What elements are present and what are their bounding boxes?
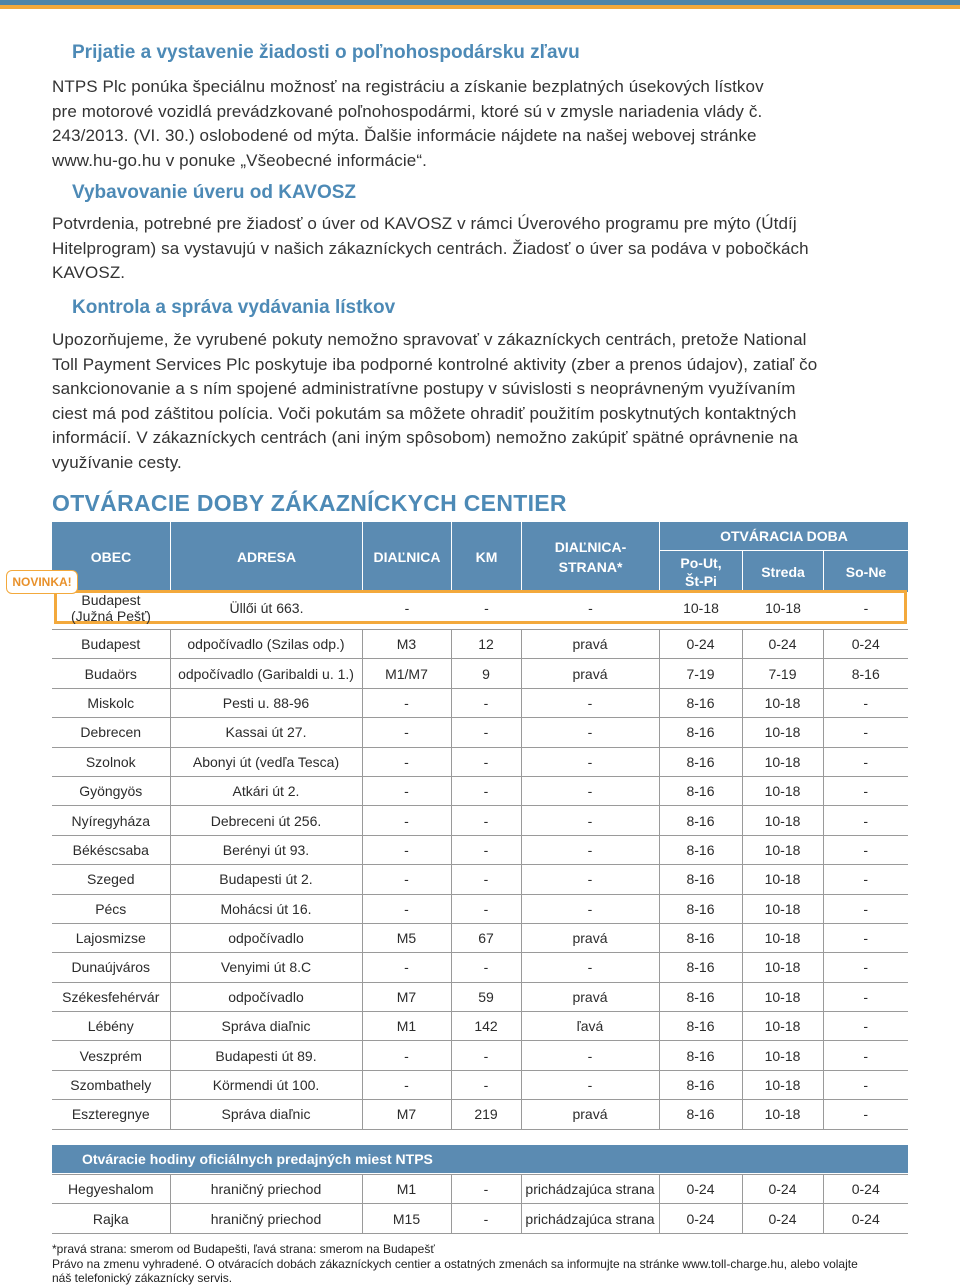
cell-dialnica: -: [362, 718, 451, 747]
section-heading-ticket-control: Kontrola a správa vydávania lístkov: [72, 297, 396, 318]
cell-po-ut: 8-16: [659, 688, 742, 717]
cell-strana: -: [521, 1041, 659, 1070]
cell-km: -: [451, 1041, 521, 1070]
cell-streda: 7-19: [742, 659, 823, 688]
cell-strana: ľavá: [521, 1012, 659, 1041]
new-row-obec: [52, 591, 170, 625]
cell-streda: 0-24: [742, 630, 823, 659]
footnote-rights-cont: náš telefonický zákaznícky servis.: [52, 1271, 233, 1285]
opening-hours-table: [52, 629, 908, 1130]
cell-strana: -: [521, 953, 659, 982]
new-row-km: -: [484, 600, 489, 616]
cell-po-ut: 0-24: [659, 1175, 742, 1204]
cell-so-ne: -: [823, 718, 908, 747]
cell-so-ne: -: [823, 1100, 908, 1129]
text-line: Potvrdenia, potrebné pre žiadosť o úver od KAVOSZ v rámci Úverového programu pre mýto (Útdíj: [52, 214, 797, 233]
cell-so-ne: -: [823, 923, 908, 952]
cell-obec: Debrecen: [52, 718, 170, 747]
text-line: informácií. V zákazníckych centrách (ani iným spôsobom) nemožno zakúpiť spätné oprávnenie na: [52, 428, 799, 447]
col-header-strana-line2: STRANA*: [558, 559, 623, 575]
cell-adresa: Pesti u. 88-96: [170, 688, 362, 717]
table-row: [52, 776, 908, 805]
text-line: Hitelprogram) sa vystavujú v našich zákazníckych centrách. Žiadosť o úver sa podáva v pobočkách: [52, 238, 809, 258]
cell-km: 59: [451, 982, 521, 1011]
cell-streda: 10-18: [742, 747, 823, 776]
cell-dialnica: M15: [362, 1204, 451, 1233]
cell-strana: -: [521, 747, 659, 776]
cell-so-ne: -: [823, 894, 908, 923]
cell-strana: pravá: [521, 982, 659, 1011]
cell-km: -: [451, 1175, 521, 1204]
cell-obec: Miskolc: [52, 688, 170, 717]
cell-adresa: odpočívadlo (Szilas odp.): [170, 630, 362, 659]
cell-po-ut: 8-16: [659, 1070, 742, 1099]
col-header-km: KM: [475, 549, 498, 565]
cell-po-ut: 8-16: [659, 718, 742, 747]
cell-adresa: hraničný priechod: [170, 1204, 362, 1233]
cell-streda: 10-18: [742, 1041, 823, 1070]
cell-adresa: Abonyi út (vedľa Tesca): [170, 747, 362, 776]
cell-obec: Lébény: [52, 1012, 170, 1041]
table-row: [52, 865, 908, 894]
cell-obec: Szolnok: [52, 747, 170, 776]
cell-obec: Hegyeshalom: [52, 1175, 170, 1204]
new-row-streda: 10-18: [765, 600, 801, 616]
table-row: [52, 1070, 908, 1099]
table-row: [52, 894, 908, 923]
col-header-streda: Streda: [761, 563, 805, 580]
new-row-so-ne: -: [863, 600, 869, 616]
cell-obec: Pécs: [52, 894, 170, 923]
text-line: Upozorňujeme, že vyrubené pokuty nemožno spravovať v zákazníckych centrách, pretože National: [52, 330, 807, 349]
footnote-rights: Právo na zmenu vyhradené. O otváracích dobách zákazníckych centier a ostatných zmenách sa informujte na stránke www.toll-charge.hu, alebo volajte: [52, 1257, 858, 1271]
cell-strana: -: [521, 1070, 659, 1099]
cell-po-ut: 8-16: [659, 982, 742, 1011]
col-header-adresa: ADRESA: [236, 549, 297, 565]
cell-dialnica: M1: [362, 1012, 451, 1041]
sales-point-row: [52, 1175, 908, 1204]
cell-km: -: [451, 1204, 521, 1233]
cell-dialnica: -: [362, 894, 451, 923]
cell-so-ne: -: [823, 806, 908, 835]
cell-so-ne: -: [823, 747, 908, 776]
cell-strana: -: [521, 718, 659, 747]
table-row: [52, 1012, 908, 1041]
cell-strana: prichádzajúca strana: [521, 1204, 659, 1233]
cell-po-ut: 8-16: [659, 1012, 742, 1041]
cell-adresa: Atkári út 2.: [170, 776, 362, 805]
cell-km: 9: [451, 659, 521, 688]
table-row: [52, 1041, 908, 1070]
cell-adresa: Venyimi út 8.C: [170, 953, 362, 982]
cell-so-ne: -: [823, 688, 908, 717]
col-header-so-ne: So-Ne: [845, 563, 887, 580]
cell-obec: Dunaújváros: [52, 953, 170, 982]
cell-po-ut: 8-16: [659, 1041, 742, 1070]
cell-obec: Szombathely: [52, 1070, 170, 1099]
col-header-strana-line1: DIAĽNICA-: [554, 539, 627, 555]
cell-obec: Veszprém: [52, 1041, 170, 1070]
new-row-adresa: Üllői út 663.: [229, 600, 304, 616]
text-line: 243/2013. (VI. 30.) oslobodené od mýta. Ďalšie informácie nájdete na našej webovej stránke: [52, 126, 757, 145]
cell-po-ut: 8-16: [659, 894, 742, 923]
cell-adresa: Budapesti út 89.: [170, 1041, 362, 1070]
cell-streda: 10-18: [742, 894, 823, 923]
cell-strana: pravá: [521, 630, 659, 659]
cell-po-ut: 8-16: [659, 747, 742, 776]
cell-streda: 10-18: [742, 688, 823, 717]
cell-obec: Budapest: [52, 630, 170, 659]
footnote-side-legend: *pravá strana: smerom od Budapešti, ľavá strana: smerom na Budapešť: [52, 1242, 435, 1256]
cell-dialnica: M3: [362, 630, 451, 659]
cell-so-ne: -: [823, 776, 908, 805]
table-row: [52, 835, 908, 864]
cell-obec: Békéscsaba: [52, 835, 170, 864]
cell-dialnica: -: [362, 776, 451, 805]
cell-dialnica: -: [362, 865, 451, 894]
cell-km: 12: [451, 630, 521, 659]
text-line: pre motorové vozidlá prevádzkované poľnohospodármi, ktoré sú v zmysle nariadenia vlády č.: [52, 101, 763, 121]
cell-km: -: [451, 1070, 521, 1099]
col-header-opening-hours: OTVÁRACIA DOBA: [720, 528, 848, 544]
cell-km: 219: [451, 1100, 521, 1129]
cell-po-ut: 8-16: [659, 835, 742, 864]
cell-dialnica: -: [362, 953, 451, 982]
table-row: [52, 718, 908, 747]
cell-obec: Székesfehérvár: [52, 982, 170, 1011]
cell-streda: 10-18: [742, 865, 823, 894]
cell-po-ut: 0-24: [659, 630, 742, 659]
new-row-dialnica: -: [404, 600, 410, 616]
cell-dialnica: M5: [362, 923, 451, 952]
table-row: [52, 982, 908, 1011]
cell-streda: 10-18: [742, 718, 823, 747]
cell-adresa: hraničný priechod: [170, 1175, 362, 1204]
cell-adresa: Körmendi út 100.: [170, 1070, 362, 1099]
cell-strana: prichádzajúca strana: [521, 1175, 659, 1204]
col-header-obec: OBEC: [90, 549, 132, 565]
top-orange-stripe: [0, 5, 960, 9]
cell-km: 67: [451, 923, 521, 952]
sales-points-table: [52, 1174, 908, 1234]
new-row-po-ut: 10-18: [683, 600, 719, 616]
cell-obec: Szeged: [52, 865, 170, 894]
cell-km: -: [451, 894, 521, 923]
table-row: [52, 953, 908, 982]
cell-obec: Eszteregnye: [52, 1100, 170, 1129]
cell-obec: Lajosmizse: [52, 923, 170, 952]
text-line: sankcionovanie a s ním spojené administratívne postupy v súvislosti s neoprávneným využívaním: [52, 379, 796, 398]
new-row-obec-line1: Budapest: [81, 592, 141, 608]
col-header-po-ut: [660, 551, 742, 592]
table-row: [52, 747, 908, 776]
text-line: www.hu-go.hu v ponuke „Všeobecné informácie“.: [52, 150, 427, 170]
section-kavosz-text: [52, 212, 910, 286]
cell-streda: 0-24: [742, 1175, 823, 1204]
cell-adresa: Debreceni út 256.: [170, 806, 362, 835]
section-ticket-control-text: [52, 328, 910, 475]
cell-adresa: Berényi út 93.: [170, 835, 362, 864]
cell-km: 142: [451, 1012, 521, 1041]
cell-dialnica: -: [362, 806, 451, 835]
section-heading-agri-discount: Prijatie a vystavenie žiadosti o poľnohospodársku zľavu: [72, 42, 580, 63]
cell-so-ne: 8-16: [823, 659, 908, 688]
table-row: [52, 630, 908, 659]
col-header-po-ut-line2: Št-Pi: [685, 572, 717, 589]
cell-po-ut: 8-16: [659, 776, 742, 805]
cell-obec: Gyöngyös: [52, 776, 170, 805]
cell-obec: Budaörs: [52, 659, 170, 688]
cell-adresa: Kassai út 27.: [170, 718, 362, 747]
new-row-strana: -: [588, 600, 593, 616]
sales-point-row: [52, 1204, 908, 1233]
table-row: [52, 688, 908, 717]
cell-obec: Rajka: [52, 1204, 170, 1233]
table-row: [52, 1100, 908, 1129]
cell-adresa: Budapesti út 2.: [170, 865, 362, 894]
cell-km: -: [451, 865, 521, 894]
section-heading-kavosz: Vybavovanie úveru od KAVOSZ: [72, 182, 357, 203]
cell-streda: 10-18: [742, 776, 823, 805]
col-header-strana: [522, 522, 659, 592]
cell-adresa: odpočívadlo: [170, 982, 362, 1011]
cell-streda: 10-18: [742, 923, 823, 952]
new-row-obec-line2: (Južná Pešť): [71, 608, 151, 624]
cell-strana: -: [521, 688, 659, 717]
opening-hours-title: OTVÁRACIE DOBY ZÁKAZNÍCKYCH CENTIER: [52, 490, 567, 516]
cell-strana: -: [521, 806, 659, 835]
text-line: využívanie cesty.: [52, 452, 182, 472]
text-line: KAVOSZ.: [52, 263, 126, 282]
cell-po-ut: 8-16: [659, 953, 742, 982]
cell-dialnica: -: [362, 1070, 451, 1099]
cell-po-ut: 8-16: [659, 923, 742, 952]
cell-po-ut: 8-16: [659, 1100, 742, 1129]
cell-km: -: [451, 776, 521, 805]
cell-so-ne: -: [823, 982, 908, 1011]
cell-dialnica: M7: [362, 982, 451, 1011]
cell-so-ne: -: [823, 1012, 908, 1041]
cell-so-ne: -: [823, 1070, 908, 1099]
cell-so-ne: -: [823, 835, 908, 864]
cell-strana: -: [521, 835, 659, 864]
cell-streda: 0-24: [742, 1204, 823, 1233]
cell-streda: 10-18: [742, 1100, 823, 1129]
cell-dialnica: -: [362, 747, 451, 776]
cell-km: -: [451, 747, 521, 776]
cell-strana: pravá: [521, 1100, 659, 1129]
cell-streda: 10-18: [742, 835, 823, 864]
section-agri-discount-text: [52, 75, 910, 173]
table-row: [52, 806, 908, 835]
cell-po-ut: 0-24: [659, 1204, 742, 1233]
cell-so-ne: 0-24: [823, 1204, 908, 1233]
cell-po-ut: 8-16: [659, 806, 742, 835]
cell-dialnica: M7: [362, 1100, 451, 1129]
text-line: Toll Payment Services Plc poskytuje iba podporné kontrolné aktivity (zber a prenos údajov), zatiaľ čo: [52, 354, 818, 374]
cell-dialnica: -: [362, 1041, 451, 1070]
cell-streda: 10-18: [742, 1012, 823, 1041]
cell-strana: -: [521, 776, 659, 805]
cell-dialnica: -: [362, 688, 451, 717]
cell-so-ne: 0-24: [823, 630, 908, 659]
cell-obec: Nyíregyháza: [52, 806, 170, 835]
cell-km: -: [451, 953, 521, 982]
cell-streda: 10-18: [742, 1070, 823, 1099]
cell-adresa: Správa diaľnic: [170, 1100, 362, 1129]
cell-adresa: Mohácsi út 16.: [170, 894, 362, 923]
cell-po-ut: 8-16: [659, 865, 742, 894]
cell-dialnica: M1/M7: [362, 659, 451, 688]
cell-km: -: [451, 806, 521, 835]
cell-km: -: [451, 688, 521, 717]
cell-dialnica: M1: [362, 1175, 451, 1204]
cell-so-ne: -: [823, 865, 908, 894]
cell-so-ne: 0-24: [823, 1175, 908, 1204]
cell-adresa: odpočívadlo (Garibaldi u. 1.): [170, 659, 362, 688]
text-line: ciest má pod záštitou polícia. Voči pokutám sa môžete ohradiť použitím poskytnutých kontaktných: [52, 403, 797, 423]
cell-so-ne: -: [823, 953, 908, 982]
cell-strana: pravá: [521, 659, 659, 688]
cell-dialnica: -: [362, 835, 451, 864]
cell-streda: 10-18: [742, 806, 823, 835]
new-badge: NOVINKA!: [6, 570, 78, 594]
cell-streda: 10-18: [742, 982, 823, 1011]
text-line: NTPS Plc ponúka špeciálnu možnosť na registráciu a získanie bezplatných úsekových lístkov: [52, 77, 764, 96]
cell-po-ut: 7-19: [659, 659, 742, 688]
cell-adresa: odpočívadlo: [170, 923, 362, 952]
table-row: [52, 923, 908, 952]
cell-strana: -: [521, 865, 659, 894]
cell-so-ne: -: [823, 1041, 908, 1070]
cell-streda: 10-18: [742, 953, 823, 982]
cell-strana: pravá: [521, 923, 659, 952]
table-row: [52, 659, 908, 688]
col-header-po-ut-line1: Po-Ut,: [680, 554, 722, 571]
sub-table-title: Otváracie hodiny oficiálnych predajných miest NTPS: [82, 1151, 433, 1167]
col-header-dialnica: DIAĽNICA: [373, 549, 441, 565]
cell-km: -: [451, 718, 521, 747]
cell-strana: -: [521, 894, 659, 923]
cell-km: -: [451, 835, 521, 864]
cell-adresa: Správa diaľnic: [170, 1012, 362, 1041]
